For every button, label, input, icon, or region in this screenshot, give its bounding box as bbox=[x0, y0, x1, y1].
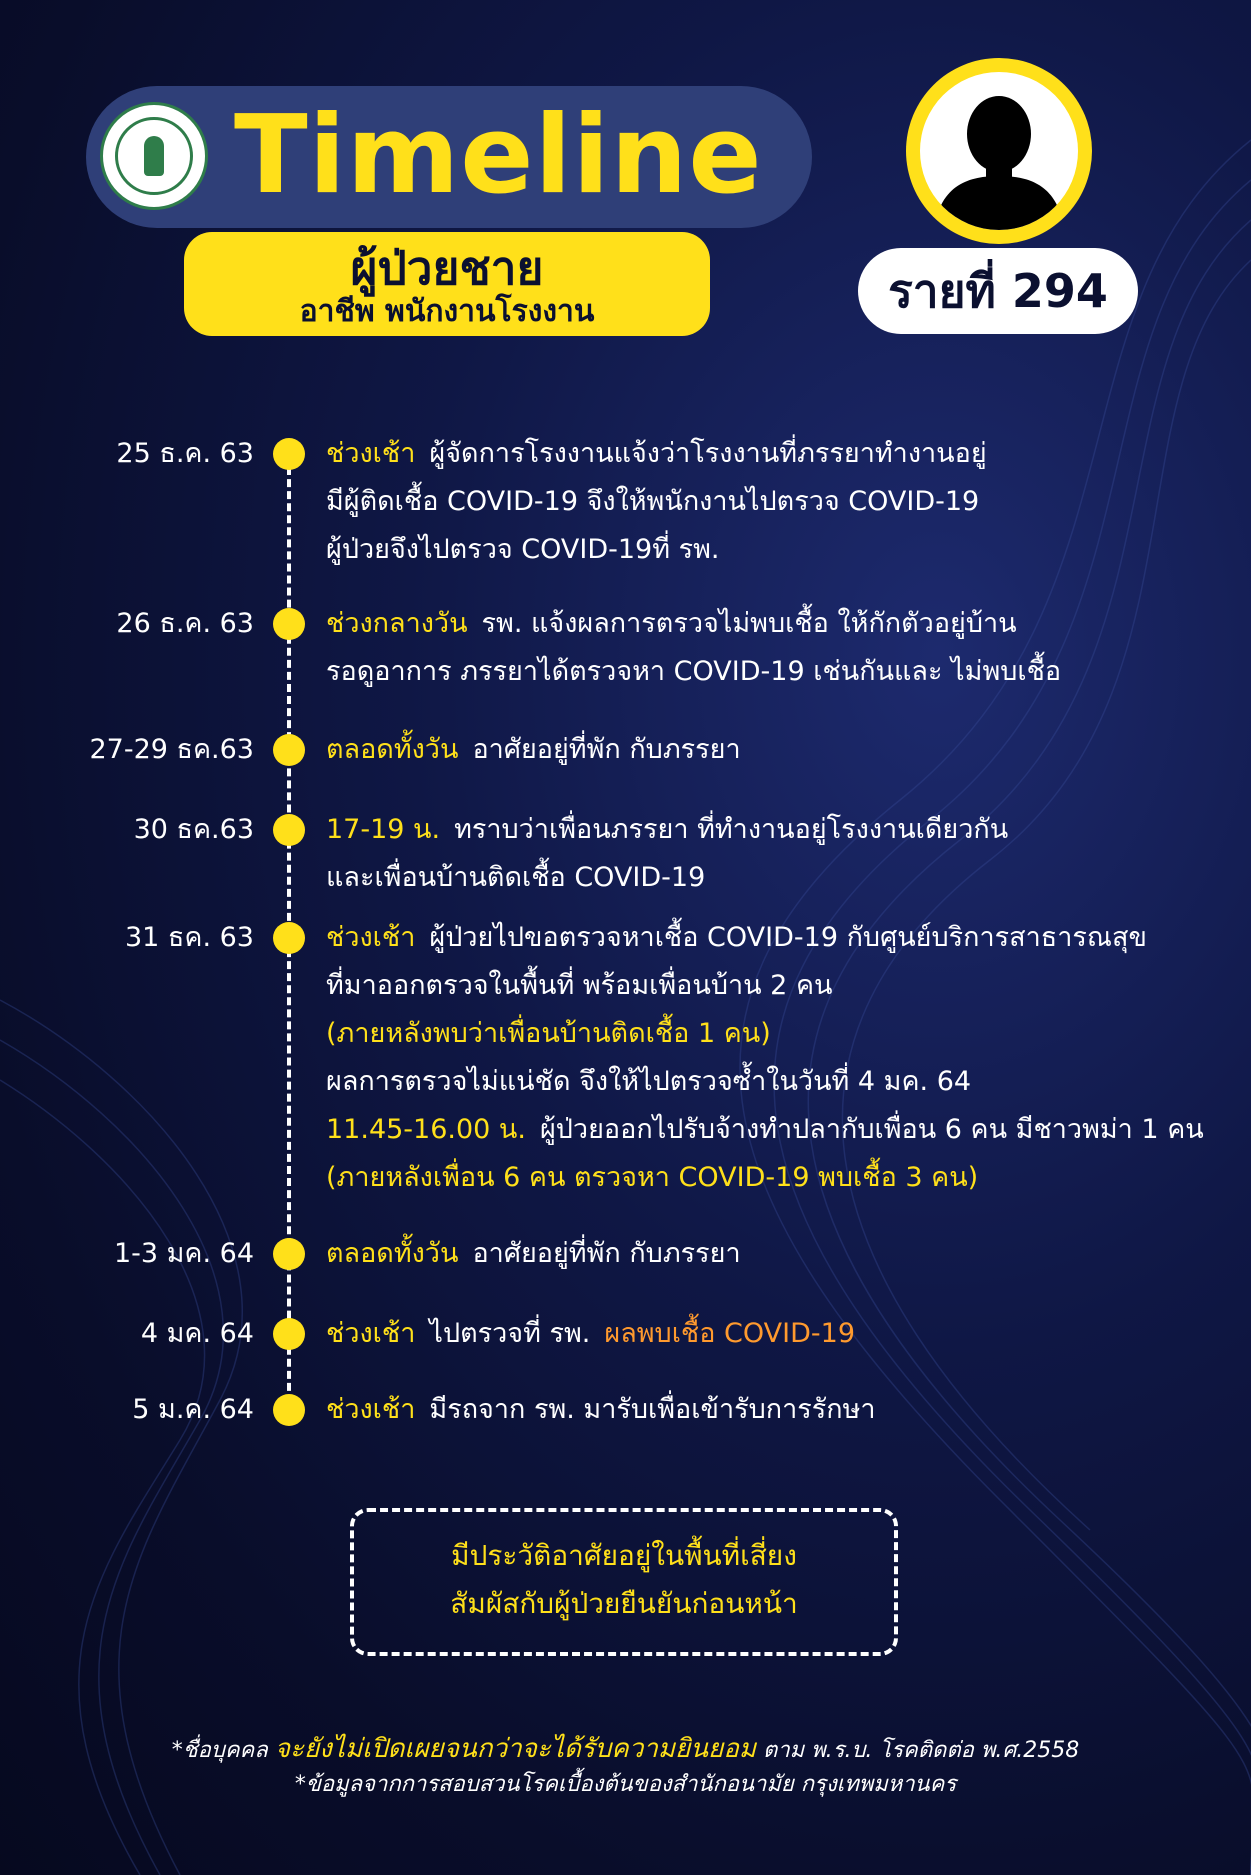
event-text: มีผู้ติดเชื้อ COVID-19 จึงให้พนักงานไปตรวจ COVID-19 bbox=[326, 486, 980, 517]
timeline-event-line bbox=[326, 600, 1061, 648]
page-title: Timeline bbox=[234, 93, 763, 218]
timeline-dot bbox=[273, 608, 305, 640]
timeline-event-line bbox=[326, 526, 987, 574]
footer-source: *ข้อมูลจากการสอบสวนโรคเบื้องต้นของสำนักอนามัย กรุงเทพมหานคร bbox=[294, 1772, 957, 1797]
timeline-event bbox=[326, 1230, 741, 1278]
event-text: ทราบว่าเพื่อนภรรยา ที่ทำงานอยู่โรงงานเดียวกัน bbox=[454, 814, 1009, 845]
event-text: ไปตรวจที่ รพ. bbox=[429, 1318, 591, 1349]
timeline-date: 30 ธค.63 bbox=[133, 814, 254, 845]
timeline-event bbox=[326, 1386, 876, 1434]
time-label: 11.45-16.00 น. bbox=[326, 1114, 526, 1145]
timeline-event bbox=[326, 914, 1204, 1202]
patient-info-badge bbox=[184, 232, 710, 336]
timeline-event bbox=[326, 1310, 855, 1358]
timeline-date: 1-3 มค. 64 bbox=[113, 1238, 254, 1269]
time-label: ตลอดทั้งวัน bbox=[326, 1238, 459, 1269]
timeline-date: 27-29 ธค.63 bbox=[89, 734, 254, 765]
timeline-event-line bbox=[326, 1058, 1204, 1106]
timeline-date: 25 ธ.ค. 63 bbox=[116, 438, 254, 469]
event-text: รพ. แจ้งผลการตรวจไม่พบเชื้อ ให้กักตัวอยู่บ้าน bbox=[481, 608, 1017, 639]
timeline-event bbox=[326, 430, 987, 574]
bangkok-city-seal-icon bbox=[100, 102, 208, 210]
patient-gender: ผู้ป่วยชาย bbox=[350, 241, 544, 295]
footer-line1-pre: *ชื่อบุคคล bbox=[171, 1738, 268, 1763]
timeline-dot bbox=[273, 1238, 305, 1270]
timeline-event-line bbox=[326, 914, 1204, 962]
risk-note-box bbox=[350, 1508, 898, 1656]
timeline-event-line bbox=[326, 1106, 1204, 1154]
result-highlight: ผลพบเชื้อ COVID-19 bbox=[604, 1318, 855, 1349]
event-text: ผลการตรวจไม่แน่ชัด จึงให้ไปตรวจซ้ำในวันที่ 4 มค. 64 bbox=[326, 1066, 972, 1097]
event-text: อาศัยอยู่ที่พัก กับภรรยา bbox=[472, 734, 741, 765]
event-text: ผู้ป่วยออกไปรับจ้างทำปลากับเพื่อน 6 คน มีชาวพม่า 1 คน bbox=[539, 1114, 1204, 1145]
timeline-event-line bbox=[326, 478, 987, 526]
patient-occupation: อาชีพ พนักงานโรงงาน bbox=[299, 294, 595, 329]
risk-note-line-1: มีประวัติอาศัยอยู่ในพื้นที่เสี่ยง bbox=[451, 1539, 797, 1572]
timeline-event-line bbox=[326, 648, 1061, 696]
timeline-date: 4 มค. 64 bbox=[140, 1318, 254, 1349]
timeline-event-line bbox=[326, 1386, 876, 1434]
event-text: และเพื่อนบ้านติดเชื้อ COVID-19 bbox=[326, 862, 706, 893]
event-text: อาศัยอยู่ที่พัก กับภรรยา bbox=[472, 1238, 741, 1269]
time-label: ตลอดทั้งวัน bbox=[326, 734, 459, 765]
timeline-event-line bbox=[326, 1010, 1204, 1058]
footer-line1-post: ตาม พ.ร.บ. โรคติดต่อ พ.ศ.2558 bbox=[763, 1738, 1080, 1763]
timeline-event-line bbox=[326, 1230, 741, 1278]
time-label: ช่วงเช้า bbox=[326, 1318, 416, 1349]
time-label: ช่วงเช้า bbox=[326, 438, 416, 469]
time-label: ช่วงเช้า bbox=[326, 922, 416, 953]
footer-line1-highlight: จะยังไม่เปิดเผยจนกว่าจะได้รับความยินยอม bbox=[274, 1734, 757, 1764]
timeline-event-line bbox=[326, 806, 1008, 854]
event-text: มีรถจาก รพ. มารับเพื่อเข้ารับการรักษา bbox=[429, 1394, 876, 1425]
event-text: ผู้จัดการโรงงานแจ้งว่าโรงงานที่ภรรยาทำงานอยู่ bbox=[429, 438, 987, 469]
timeline-event-line bbox=[326, 726, 741, 774]
time-label: ช่วงเช้า bbox=[326, 1394, 416, 1425]
event-text: รอดูอาการ ภรรยาได้ตรวจหา COVID-19 เช่นกันและ ไม่พบเชื้อ bbox=[326, 656, 1062, 687]
footer-disclaimer bbox=[0, 1734, 1251, 1766]
timeline-date: 26 ธ.ค. 63 bbox=[116, 608, 254, 639]
timeline-dot bbox=[273, 734, 305, 766]
timeline-event-line bbox=[326, 1310, 855, 1358]
event-text: ผู้ป่วยไปขอตรวจหาเชื้อ COVID-19 กับศูนย์บริการสาธารณสุข bbox=[429, 922, 1147, 953]
timeline-event-line bbox=[326, 962, 1204, 1010]
timeline-dot bbox=[273, 438, 305, 470]
time-label: (ภายหลังเพื่อน 6 คน ตรวจหา COVID-19 พบเชื้อ 3 คน) bbox=[326, 1162, 979, 1193]
timeline-event bbox=[326, 726, 741, 774]
person-silhouette-icon bbox=[920, 72, 1078, 230]
time-label: 17-19 น. bbox=[326, 814, 441, 845]
time-label: (ภายหลังพบว่าเพื่อนบ้านติดเชื้อ 1 คน) bbox=[326, 1018, 771, 1049]
timeline-date: 31 ธค. 63 bbox=[124, 922, 254, 953]
timeline-event-line bbox=[326, 430, 987, 478]
timeline-event bbox=[326, 600, 1061, 696]
timeline-dot bbox=[273, 814, 305, 846]
timeline-date: 5 ม.ค. 64 bbox=[132, 1394, 254, 1425]
timeline-dot bbox=[273, 922, 305, 954]
timeline-dot bbox=[273, 1394, 305, 1426]
avatar bbox=[906, 58, 1092, 244]
event-text: ที่มาออกตรวจในพื้นที่ พร้อมเพื่อนบ้าน 2 คน bbox=[326, 970, 833, 1001]
timeline-event-line bbox=[326, 854, 1008, 902]
case-number-badge: รายที่ 294 bbox=[858, 248, 1138, 334]
timeline-dot bbox=[273, 1318, 305, 1350]
timeline-event-line bbox=[326, 1154, 1204, 1202]
time-label: ช่วงกลางวัน bbox=[326, 608, 468, 639]
risk-note-line-2: สัมผัสกับผู้ป่วยยืนยันก่อนหน้า bbox=[450, 1587, 798, 1620]
timeline-event bbox=[326, 806, 1008, 902]
event-text: ผู้ป่วยจึงไปตรวจ COVID-19ที่ รพ. bbox=[326, 534, 720, 565]
